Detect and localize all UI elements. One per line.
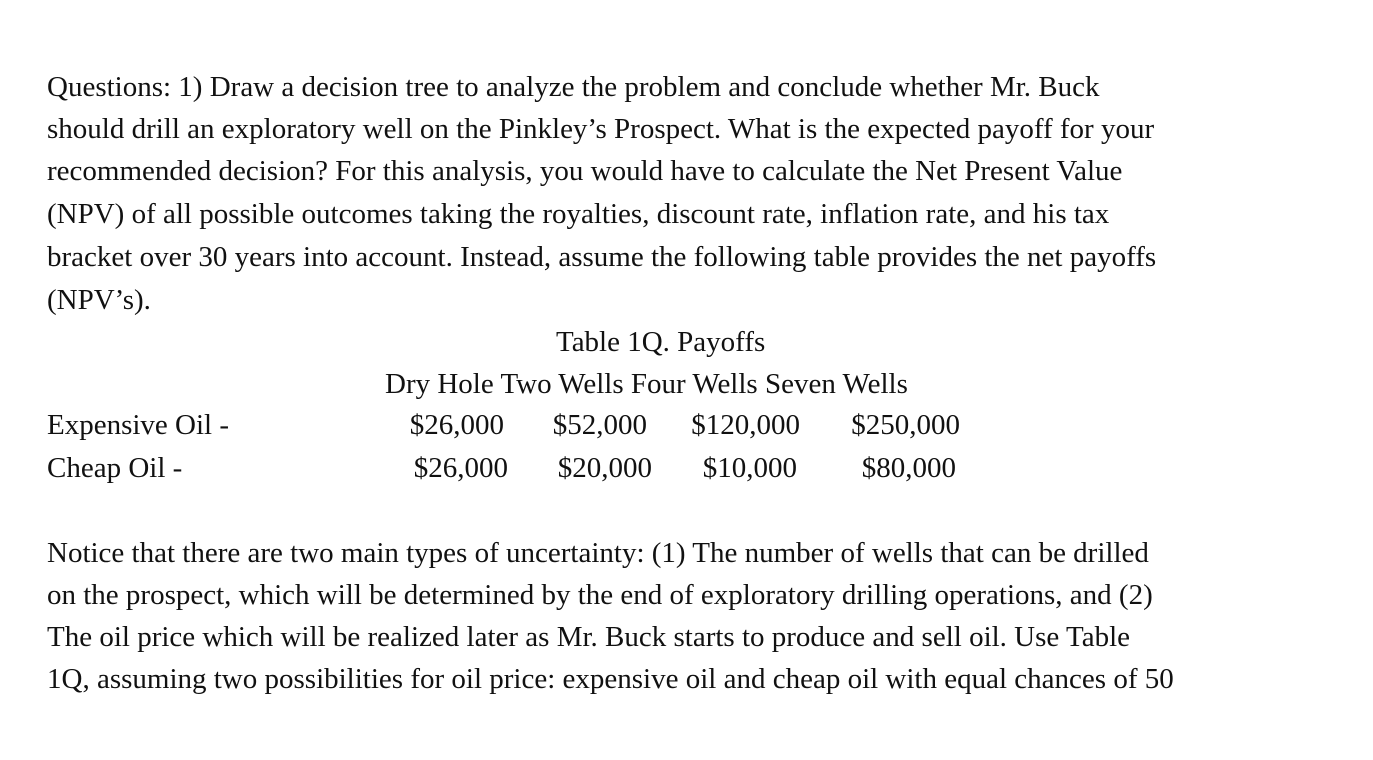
cell-cheap-seven-wells: $80,000 [861,452,956,484]
cell-cheap-two-wells: $20,000 [557,452,652,484]
paragraph2-line-3: The oil price which will be realized later as Mr. Buck starts to produce and sell oil. Use Table [47,621,1130,653]
row-label-cheap-oil: Cheap Oil - [47,452,183,484]
table-title: Table 1Q. Payoffs [556,326,766,358]
paragraph1-line-1: Questions: 1) Draw a decision tree to analyze the problem and conclude whether Mr. Buck [47,71,1100,103]
paragraph1-line-4: (NPV) of all possible outcomes taking the royalties, discount rate, inflation rate, and his tax [47,198,1110,230]
paragraph2-line-1: Notice that there are two main types of uncertainty: (1) The number of wells that can be drilled [47,537,1149,569]
table-header: Dry Hole Two Wells Four Wells Seven Wells [385,368,908,400]
cell-expensive-four-wells: $120,000 [691,409,800,441]
cell-expensive-dry-hole: $26,000 [409,409,504,441]
cell-expensive-seven-wells: $250,000 [851,409,960,441]
cell-expensive-two-wells: $52,000 [552,409,647,441]
paragraph1-line-3: recommended decision? For this analysis, you would have to calculate the Net Present Value [47,155,1123,187]
cell-cheap-four-wells: $10,000 [702,452,797,484]
paragraph1-line-2: should drill an exploratory well on the Pinkley’s Prospect. What is the expected payoff for your [47,113,1155,145]
paragraph1-line-5: bracket over 30 years into account. Instead, assume the following table provides the net payoffs [47,241,1157,273]
cell-cheap-dry-hole: $26,000 [413,452,508,484]
paragraph1-line-6: (NPV’s). [47,284,151,316]
row-label-expensive-oil: Expensive Oil - [47,409,230,441]
paragraph2-line-2: on the prospect, which will be determined by the end of exploratory drilling operations, and (2) [47,579,1153,611]
paragraph2-line-4: 1Q, assuming two possibilities for oil price: expensive oil and cheap oil with equal chances of 50 [47,663,1174,695]
